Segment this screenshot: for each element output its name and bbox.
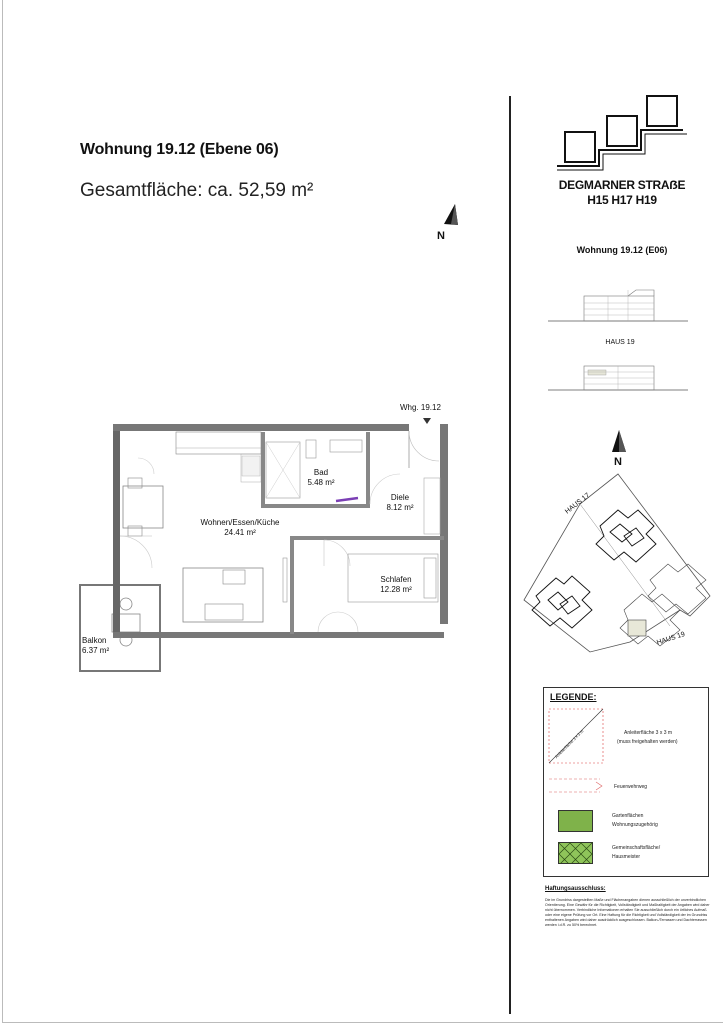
stairs-logo-icon: [553, 92, 693, 172]
site-north-arrow-icon: [608, 428, 630, 454]
north-label: N: [437, 230, 445, 242]
room-name: Bad: [313, 468, 329, 477]
vertical-divider: [509, 96, 511, 1014]
room-wohnen: [195, 518, 285, 538]
brand-houses: H15 H17 H19: [587, 193, 657, 207]
site-label-haus19: HAUS 19: [656, 630, 686, 647]
site-plan: [520, 466, 716, 656]
legend-anleiter-label: Anleiterfläche 3 x 3 m: [624, 730, 673, 736]
site-north-label: N: [614, 456, 622, 468]
north-arrow-icon: [438, 202, 462, 228]
elevation-house-label: HAUS 19: [605, 339, 635, 346]
room-name: Schlafen: [380, 575, 412, 584]
room-name: Balkon: [82, 636, 107, 645]
floor-plan: [78, 418, 458, 676]
room-name: Diele: [390, 493, 410, 502]
site-label-haus17: HAUS 17: [564, 492, 592, 516]
building-elevation-top: [548, 288, 688, 324]
legend-garten-sub: Wohnungszugehörig: [612, 822, 658, 828]
room-area: 12.28 m²: [380, 585, 412, 594]
legend-title: LEGENDE:: [550, 692, 597, 702]
legend-garten-label: Gartenflächen: [612, 813, 644, 819]
room-area: 24.41 m²: [224, 528, 256, 537]
brand-street: DEGMARNER STRAẞE: [558, 178, 686, 192]
room-diele: [383, 493, 417, 513]
legend-gemeinschaft-swatch: [558, 842, 593, 864]
room-area: 8.12 m²: [386, 503, 414, 512]
total-area: Gesamtfläche: ca. 52,59 m²: [80, 180, 314, 201]
legend-garten-swatch: [558, 810, 593, 832]
apartment-title: Wohnung 19.12 (Ebene 06): [80, 141, 279, 158]
legend-anleiter-sub: (muss freigehalten werden): [617, 739, 678, 745]
legend-gemeinschaft-sub: Hausmeister: [612, 854, 641, 860]
room-schlafen: [374, 575, 418, 595]
room-balkon: [82, 636, 122, 656]
room-bad: [306, 468, 336, 488]
entrance-label: Whg. 19.12: [400, 403, 441, 412]
disclaimer-title: Haftungsausschluss:: [545, 886, 606, 892]
legend-feuerwehr-label: Feuerwehrweg: [614, 784, 648, 790]
building-elevation-bottom: [548, 360, 688, 396]
room-area: 5.48 m²: [307, 478, 335, 487]
legend-feuerwehr-icon: [548, 776, 604, 796]
legend-anleiter-diag: Anleiterfläche 3 x 3 m: [553, 728, 585, 760]
room-area: 6.37 m²: [82, 646, 110, 655]
legend-gemeinschaft-label: Gemeinschaftsfläche/: [612, 845, 661, 851]
room-name: Wohnen/Essen/Küche: [200, 518, 280, 527]
disclaimer-body: Die im Grundriss dargestellten Maße und Flächenangaben dienen ausschließlich der unverbindlichen Orientierung. Eine Gewähr für die Richtigkeit, Vollständigkeit und Maßhaltigkeit der Angaben wird daher nicht übernommen. Verbindliche Informationen erhalten Sie ausschließlich durch ein örtliches Aufmaß oder eine eigene Prüfung vor Ort. Eine Haftung für die Richtigkeit und Vollständigkeit der im Grundriss enthaltenen Angaben wird daher ausdrücklich ausgeschlossen. Balkon-/Terrassen und Dachterrassen werden i.d.R. zu 50% berechnet.: [545, 898, 710, 927]
unit-label: Wohnung 19.12 (E06): [576, 245, 668, 255]
